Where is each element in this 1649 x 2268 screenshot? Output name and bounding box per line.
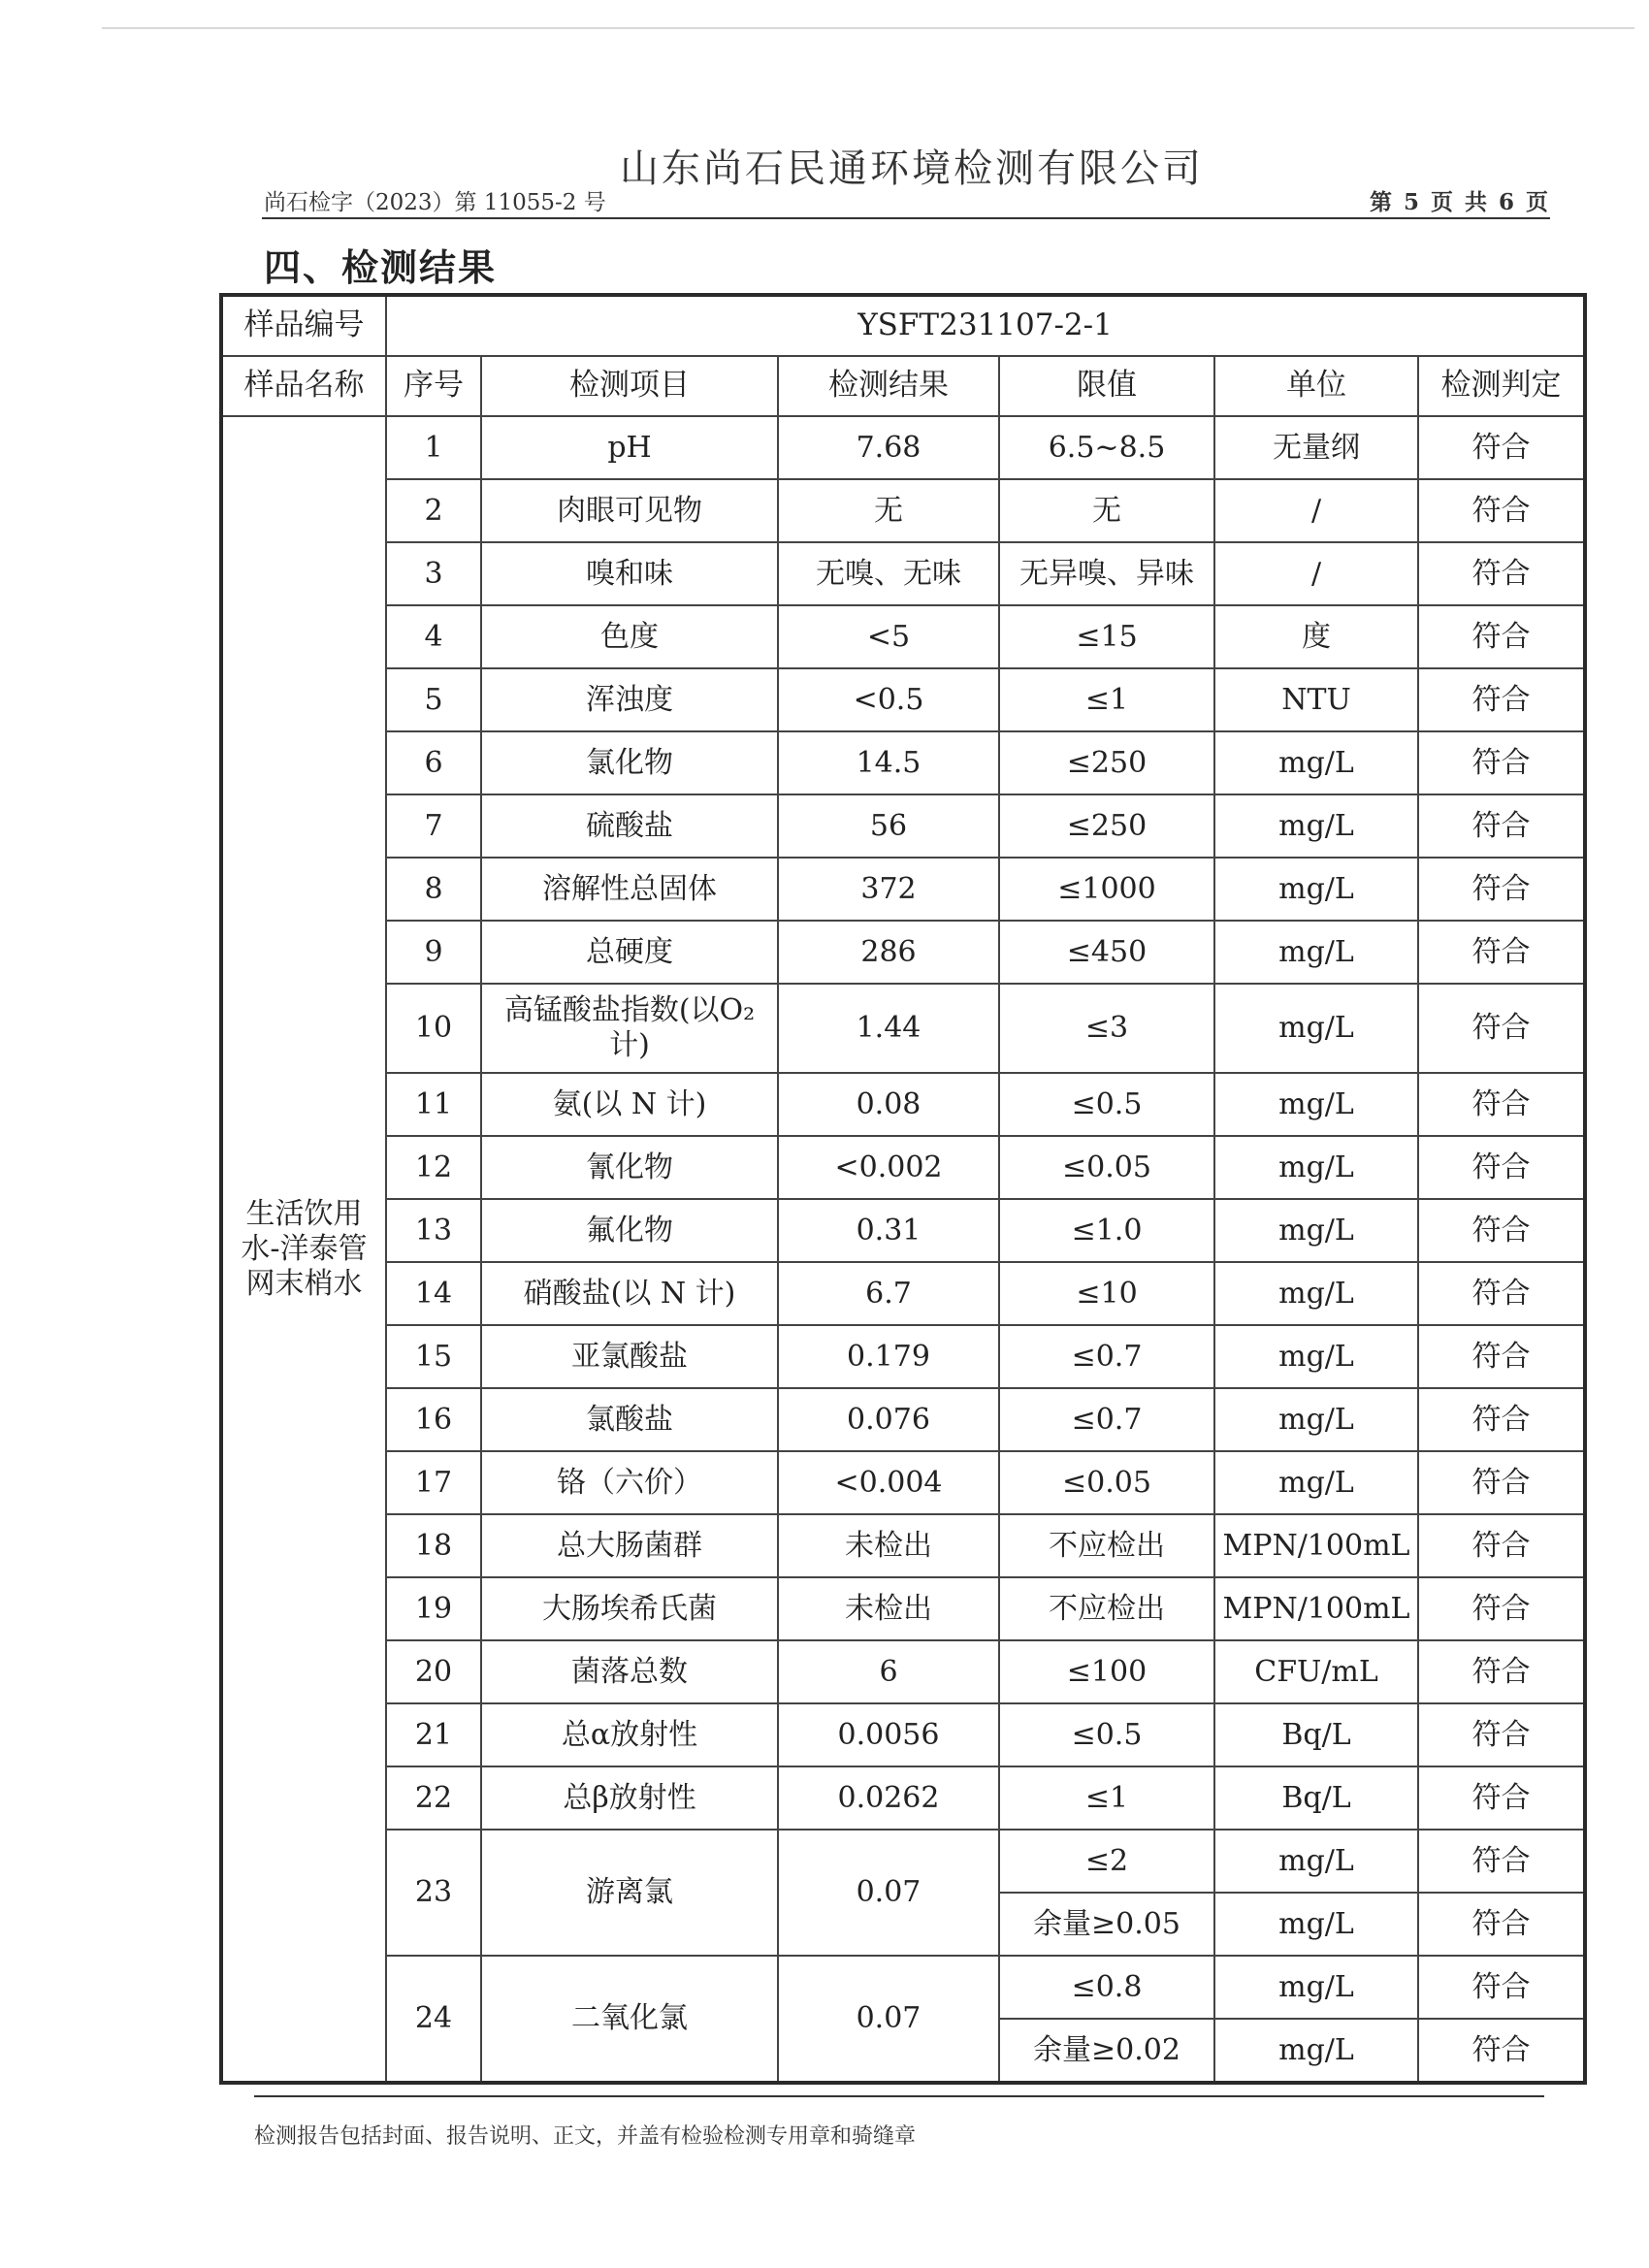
row-number: 2 (386, 479, 481, 542)
unit: 度 (1214, 605, 1418, 668)
limit-value: 不应检出 (999, 1577, 1214, 1640)
test-item: 溶解性总固体 (481, 858, 778, 921)
judgement: 符合 (1418, 479, 1585, 542)
row-number: 14 (386, 1262, 481, 1325)
table-row (221, 1262, 1585, 1325)
judgement: 符合 (1418, 1514, 1585, 1577)
test-item: 二氧化氯 (481, 1956, 778, 2083)
limit-value: ≤3 (999, 984, 1214, 1073)
unit: MPN/100mL (1214, 1514, 1418, 1577)
table-row (221, 984, 1585, 1073)
test-item: 游离氯 (481, 1830, 778, 1956)
column-header: 检测判定 (1418, 356, 1585, 416)
unit: mg/L (1214, 1199, 1418, 1262)
footer-note: 检测报告包括封面、报告说明、正文，并盖有检验检测专用章和骑缝章 (254, 2124, 917, 2149)
unit: CFU/mL (1214, 1640, 1418, 1703)
unit: mg/L (1214, 731, 1418, 794)
limit-value: 6.5~8.5 (999, 416, 1214, 479)
judgement: 符合 (1418, 1262, 1585, 1325)
column-header: 限值 (999, 356, 1214, 416)
unit: NTU (1214, 668, 1418, 731)
judgement: 符合 (1418, 731, 1585, 794)
judgement: 符合 (1418, 668, 1585, 731)
limit-value: ≤1 (999, 1766, 1214, 1830)
test-item: 菌落总数 (481, 1640, 778, 1703)
top-rule (102, 27, 1634, 29)
row-number: 15 (386, 1325, 481, 1388)
unit: mg/L (1214, 1262, 1418, 1325)
limit-value: 不应检出 (999, 1514, 1214, 1577)
table-row (221, 1640, 1585, 1703)
judgement: 符合 (1418, 1766, 1585, 1830)
test-result: 6.7 (778, 1262, 999, 1325)
limit-value: ≤0.5 (999, 1073, 1214, 1136)
test-item: 铬（六价） (481, 1451, 778, 1514)
test-result: 无 (778, 479, 999, 542)
test-result: 无嗅、无味 (778, 542, 999, 605)
test-result: 0.07 (778, 1956, 999, 2083)
test-item: 氯化物 (481, 731, 778, 794)
test-result: 0.076 (778, 1388, 999, 1451)
row-number: 21 (386, 1703, 481, 1766)
unit: mg/L (1214, 794, 1418, 858)
test-item: 氟化物 (481, 1199, 778, 1262)
table-row (221, 1766, 1585, 1830)
row-number: 19 (386, 1577, 481, 1640)
judgement: 符合 (1418, 921, 1585, 984)
row-number: 16 (386, 1388, 481, 1451)
limit-value: ≤10 (999, 1262, 1214, 1325)
test-result: 0.179 (778, 1325, 999, 1388)
column-header: 样品名称 (221, 356, 386, 416)
limit-value: 无异嗅、异味 (999, 542, 1214, 605)
unit: mg/L (1214, 858, 1418, 921)
row-number: 24 (386, 1956, 481, 2083)
judgement: 符合 (1418, 1703, 1585, 1766)
column-header: 单位 (1214, 356, 1418, 416)
unit: / (1214, 479, 1418, 542)
table-row (221, 731, 1585, 794)
footer-rule (254, 2095, 1544, 2097)
table-row (221, 1451, 1585, 1514)
unit: Bq/L (1214, 1766, 1418, 1830)
test-result: 14.5 (778, 731, 999, 794)
limit-value: ≤0.5 (999, 1703, 1214, 1766)
limit-value: ≤1.0 (999, 1199, 1214, 1262)
row-number: 1 (386, 416, 481, 479)
limit-value: ≤0.8 (999, 1956, 1214, 2019)
table-row (221, 1325, 1585, 1388)
row-number: 12 (386, 1136, 481, 1199)
unit: mg/L (1214, 1325, 1418, 1388)
unit: mg/L (1214, 1136, 1418, 1199)
row-number: 20 (386, 1640, 481, 1703)
section-title: 四、检测结果 (264, 246, 498, 289)
table-row (221, 1830, 1585, 1893)
test-result: 0.0262 (778, 1766, 999, 1830)
test-item: 氰化物 (481, 1136, 778, 1199)
test-result: <0.002 (778, 1136, 999, 1199)
test-result: 0.08 (778, 1073, 999, 1136)
unit: mg/L (1214, 921, 1418, 984)
limit-value: ≤15 (999, 605, 1214, 668)
limit-value: ≤250 (999, 731, 1214, 794)
judgement: 符合 (1418, 1893, 1585, 1956)
table-row (221, 794, 1585, 858)
sample-name: 生活饮用水-洋泰管网末梢水 (221, 416, 386, 2083)
unit: mg/L (1214, 2019, 1418, 2083)
results-table (219, 293, 1587, 2085)
column-header-row (221, 356, 1585, 416)
judgement: 符合 (1418, 1325, 1585, 1388)
test-item: 总β放射性 (481, 1766, 778, 1830)
judgement: 符合 (1418, 542, 1585, 605)
table-row (221, 858, 1585, 921)
unit: mg/L (1214, 1451, 1418, 1514)
column-header: 检测项目 (481, 356, 778, 416)
test-result: 0.31 (778, 1199, 999, 1262)
table-row (221, 1956, 1585, 2019)
judgement: 符合 (1418, 1199, 1585, 1262)
unit: mg/L (1214, 1073, 1418, 1136)
test-item: 大肠埃希氏菌 (481, 1577, 778, 1640)
page-number: 第 5 页 共 6 页 (1369, 189, 1550, 215)
judgement: 符合 (1418, 605, 1585, 668)
test-result: 1.44 (778, 984, 999, 1073)
test-item: 肉眼可见物 (481, 479, 778, 542)
test-item: 嗅和味 (481, 542, 778, 605)
test-item: 浑浊度 (481, 668, 778, 731)
row-number: 9 (386, 921, 481, 984)
row-number: 17 (386, 1451, 481, 1514)
sample-number-label: 样品编号 (221, 295, 386, 356)
test-result: 7.68 (778, 416, 999, 479)
test-item: 总大肠菌群 (481, 1514, 778, 1577)
table-row (221, 1073, 1585, 1136)
test-item: 氯酸盐 (481, 1388, 778, 1451)
test-item: pH (481, 416, 778, 479)
row-number: 22 (386, 1766, 481, 1830)
table-row (221, 1577, 1585, 1640)
test-result: 56 (778, 794, 999, 858)
judgement: 符合 (1418, 1136, 1585, 1199)
unit: mg/L (1214, 1956, 1418, 2019)
test-result: 286 (778, 921, 999, 984)
row-number: 13 (386, 1199, 481, 1262)
unit: Bq/L (1214, 1703, 1418, 1766)
table-row (221, 1199, 1585, 1262)
unit: mg/L (1214, 984, 1418, 1073)
test-result: 0.0056 (778, 1703, 999, 1766)
unit: mg/L (1214, 1388, 1418, 1451)
limit-value: ≤0.7 (999, 1325, 1214, 1388)
table-row (221, 1136, 1585, 1199)
limit-value: ≤0.05 (999, 1136, 1214, 1199)
table-row (221, 668, 1585, 731)
row-number: 11 (386, 1073, 481, 1136)
judgement: 符合 (1418, 1073, 1585, 1136)
test-item: 硫酸盐 (481, 794, 778, 858)
row-number: 7 (386, 794, 481, 858)
test-result: 372 (778, 858, 999, 921)
row-number: 3 (386, 542, 481, 605)
limit-value: ≤1000 (999, 858, 1214, 921)
row-number: 23 (386, 1830, 481, 1956)
test-item: 高锰酸盐指数(以O₂计) (481, 984, 778, 1073)
judgement: 符合 (1418, 1388, 1585, 1451)
test-result: 未检出 (778, 1577, 999, 1640)
judgement: 符合 (1418, 794, 1585, 858)
test-result: <0.004 (778, 1451, 999, 1514)
judgement: 符合 (1418, 1640, 1585, 1703)
test-result: <0.5 (778, 668, 999, 731)
report-number: 尚石检字（2023）第 11055-2 号 (264, 190, 606, 215)
sample-number-value: YSFT231107-2-1 (386, 295, 1585, 356)
test-result: <5 (778, 605, 999, 668)
table-row (221, 605, 1585, 668)
table-row (221, 1703, 1585, 1766)
row-number: 8 (386, 858, 481, 921)
limit-value: ≤250 (999, 794, 1214, 858)
test-item: 色度 (481, 605, 778, 668)
judgement: 符合 (1418, 984, 1585, 1073)
limit-value: ≤100 (999, 1640, 1214, 1703)
table-row (221, 1388, 1585, 1451)
judgement: 符合 (1418, 1830, 1585, 1893)
limit-value: 余量≥0.05 (999, 1893, 1214, 1956)
limit-value: ≤1 (999, 668, 1214, 731)
limit-value: ≤0.7 (999, 1388, 1214, 1451)
company-name: 山东尚石民通环境检测有限公司 (620, 146, 1204, 191)
table-row (221, 542, 1585, 605)
judgement: 符合 (1418, 1451, 1585, 1514)
column-header: 序号 (386, 356, 481, 416)
row-number: 5 (386, 668, 481, 731)
row-number: 10 (386, 984, 481, 1073)
judgement: 符合 (1418, 2019, 1585, 2083)
row-number: 4 (386, 605, 481, 668)
limit-value: ≤0.05 (999, 1451, 1214, 1514)
unit: 无量纲 (1214, 416, 1418, 479)
unit: / (1214, 542, 1418, 605)
test-result: 0.07 (778, 1830, 999, 1956)
judgement: 符合 (1418, 1956, 1585, 2019)
results-table-body (221, 295, 1585, 2083)
test-result: 未检出 (778, 1514, 999, 1577)
test-item: 硝酸盐(以 N 计) (481, 1262, 778, 1325)
table-row (221, 416, 1585, 479)
test-item: 亚氯酸盐 (481, 1325, 778, 1388)
judgement: 符合 (1418, 1577, 1585, 1640)
unit: MPN/100mL (1214, 1577, 1418, 1640)
table-row (221, 479, 1585, 542)
column-header: 检测结果 (778, 356, 999, 416)
row-number: 6 (386, 731, 481, 794)
row-number: 18 (386, 1514, 481, 1577)
sample-number-row (221, 295, 1585, 356)
test-item: 总α放射性 (481, 1703, 778, 1766)
test-result: 6 (778, 1640, 999, 1703)
test-item: 总硬度 (481, 921, 778, 984)
limit-value: 余量≥0.02 (999, 2019, 1214, 2083)
limit-value: ≤450 (999, 921, 1214, 984)
header-rule (262, 217, 1550, 219)
judgement: 符合 (1418, 858, 1585, 921)
test-item: 氨(以 N 计) (481, 1073, 778, 1136)
judgement: 符合 (1418, 416, 1585, 479)
unit: mg/L (1214, 1830, 1418, 1893)
table-row (221, 921, 1585, 984)
table-row (221, 1514, 1585, 1577)
limit-value: 无 (999, 479, 1214, 542)
unit: mg/L (1214, 1893, 1418, 1956)
limit-value: ≤2 (999, 1830, 1214, 1893)
